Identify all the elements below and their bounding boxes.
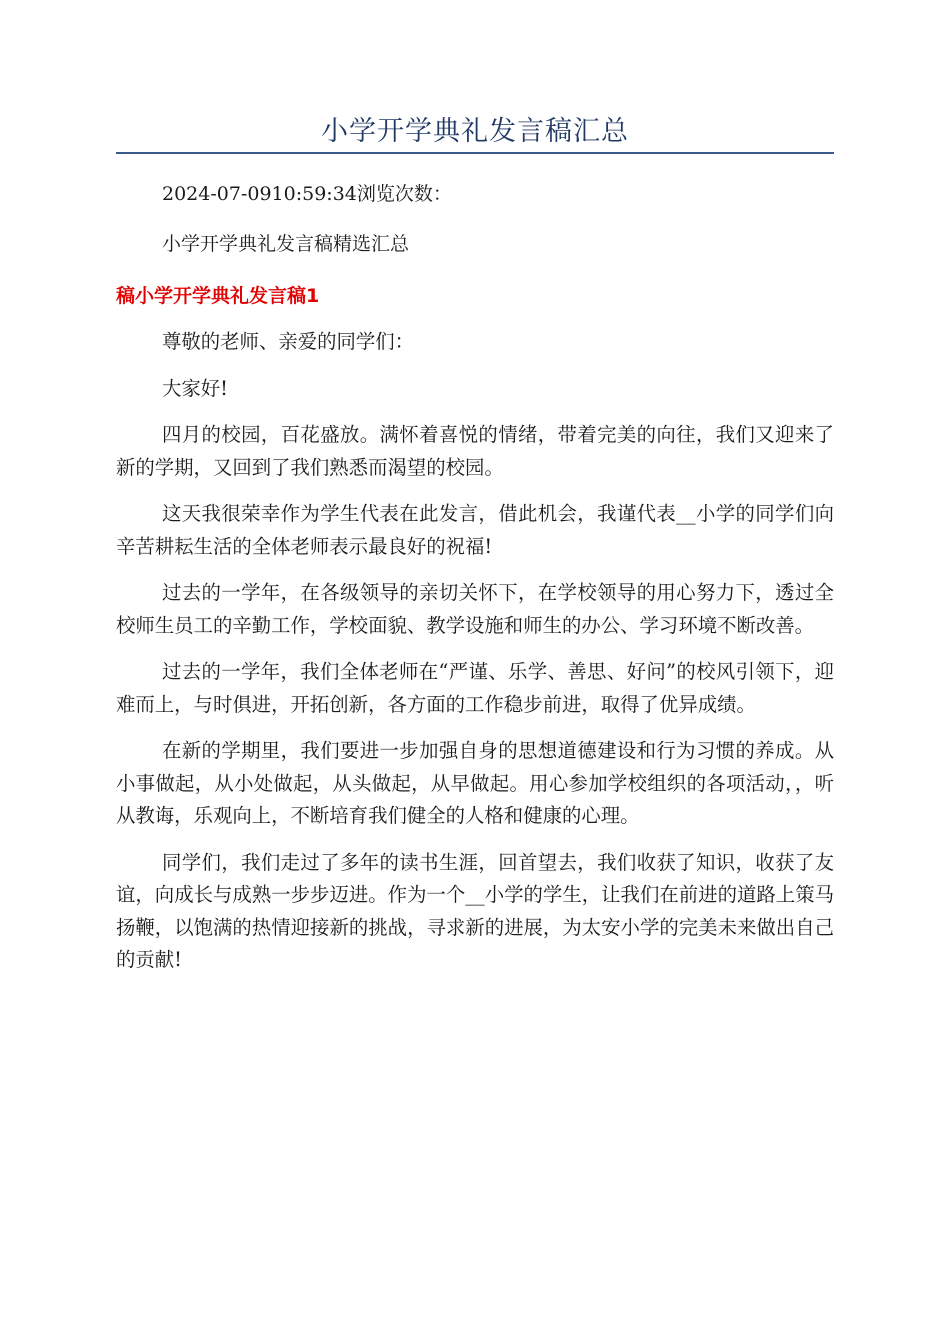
title-underline-divider xyxy=(116,152,834,154)
paragraph: 过去的一学年，在各级领导的亲切关怀下，在学校领导的用心努力下，透过全校师生员工的辛勤工作，学校面貌、教学设施和师生的办公、学习环境不断改善。 xyxy=(116,581,834,637)
document-subtitle: 小学开学典礼发言稿精选汇总 xyxy=(162,233,410,255)
paragraph-greeting: 大家好! xyxy=(162,376,228,400)
paragraph: 这天我很荣幸作为学生代表在此发言，借此机会，我谨代表__小学的同学们向辛苦耕耘生活的全体老师表示最良好的祝福! xyxy=(116,502,834,558)
publish-date-and-views: 2024-07-0910:59:34浏览次数： xyxy=(162,183,452,205)
paragraph-salutation: 尊敬的老师、亲爱的同学们： xyxy=(162,330,415,353)
paragraph: 在新的学期里，我们要进一步加强自身的思想道德建设和行为习惯的养成。从小事做起，从小处做起，从头做起，从早做起。用心参加学校组织的各项活动，，听从教诲，乐观向上，不断培育我们健全的人格和健康的心理。 xyxy=(116,739,834,827)
paragraph: 过去的一学年，我们全体老师在“严谨、乐学、善思、好问”的校风引领下，迎难而上，与时俱进，开拓创新，各方面的工作稳步前进，取得了优异成绩。 xyxy=(116,660,834,716)
paragraph: 同学们，我们走过了多年的读书生涯，回首望去，我们收获了知识，收获了友谊，向成长与成熟一步步迈进。作为一个__小学的学生，让我们在前进的道路上策马扬鞭，以饱满的热情迎接新的挑战，寻求新的进展，为太安小学的完美未来做出自己的贡献! xyxy=(116,850,834,971)
paragraph: 四月的校园，百花盛放。满怀着喜悦的情绪，带着完美的向往，我们又迎来了新的学期，又回到了我们熟悉而渴望的校园。 xyxy=(116,423,834,479)
section-heading: 稿小学开学典礼发言稿1 xyxy=(116,285,320,307)
document-page xyxy=(116,0,834,977)
document-title: 小学开学典礼发言稿汇总 xyxy=(321,116,629,147)
